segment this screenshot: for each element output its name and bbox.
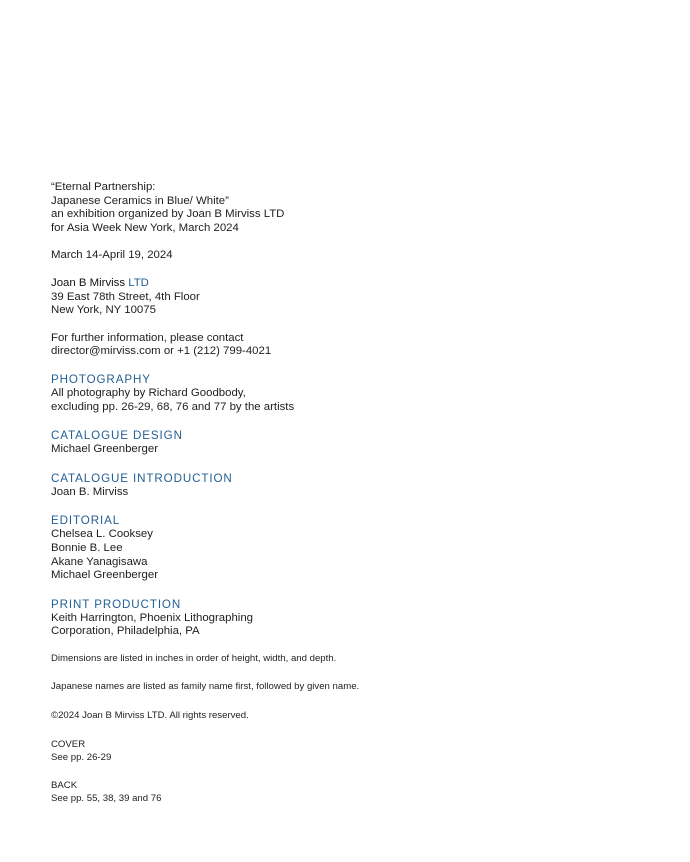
address-line: 39 East 78th Street, 4th Floor — [51, 290, 200, 303]
back-label: BACK — [51, 779, 78, 791]
cover-label: COVER — [51, 738, 86, 750]
address-line: New York, NY 10075 — [51, 304, 156, 317]
cover-credit — [51, 738, 651, 765]
exhibition-dates: March 14-April 19, 2024 — [51, 249, 173, 262]
intro-line: an exhibition organized by Joan B Mirviss LTD — [51, 208, 285, 221]
exhibition-intro — [51, 181, 651, 235]
credit-heading: PRINT PRODUCTION — [51, 597, 182, 611]
intro-line: “Eternal Partnership: — [51, 181, 156, 193]
credit-editorial — [51, 514, 651, 582]
credit-print-production — [51, 598, 651, 639]
credit-catalogue-introduction — [51, 472, 651, 500]
back-ref: See pp. 55, 38, 39 and 76 — [51, 793, 162, 805]
note-dimensions: Dimensions are listed in inches in order of height, width, and depth. — [51, 652, 337, 664]
copyright-block — [51, 709, 651, 723]
intro-line: Japanese Ceramics in Blue/ White” — [51, 194, 229, 207]
note-dimensions-block — [51, 652, 651, 666]
gallery-address — [51, 277, 651, 318]
gallery-name-suffix: LTD — [128, 276, 149, 289]
credit-heading: PHOTOGRAPHY — [51, 372, 151, 386]
contact-line: director@mirviss.com or +1 (212) 799-4021 — [51, 345, 272, 358]
credit-line: Keith Harrington, Phoenix Lithographing — [51, 611, 254, 624]
credit-line: excluding pp. 26-29, 68, 76 and 77 by the artists — [51, 400, 295, 413]
gallery-name: Joan B Mirviss — [51, 276, 126, 289]
contact-line: For further information, please contact — [51, 331, 244, 344]
credit-line: Michael Greenberger — [51, 443, 158, 456]
credit-line: Michael Greenberger — [51, 569, 158, 582]
credit-line: Chelsea L. Cooksey — [51, 528, 153, 541]
credit-heading: CATALOGUE DESIGN — [51, 429, 183, 443]
credit-heading: EDITORIAL — [51, 514, 121, 528]
note-names: Japanese names are listed as family name first, followed by given name. — [51, 681, 360, 693]
credit-line: Akane Yanagisawa — [51, 555, 148, 568]
gallery-name-line — [51, 277, 651, 291]
credit-line: All photography by Richard Goodbody, — [51, 386, 246, 399]
exhibition-dates-block — [51, 249, 651, 263]
credit-catalogue-design — [51, 429, 651, 457]
cover-ref: See pp. 26-29 — [51, 752, 112, 764]
copyright-notice: ©2024 Joan B Mirviss LTD. All rights reserved. — [51, 710, 249, 722]
credit-photography — [51, 373, 651, 414]
intro-line: for Asia Week New York, March 2024 — [51, 221, 239, 234]
colophon-page — [51, 181, 651, 806]
credit-line: Bonnie B. Lee — [51, 541, 123, 554]
note-names-block — [51, 680, 651, 694]
credit-line: Joan B. Mirviss — [51, 485, 129, 498]
back-credit — [51, 779, 651, 806]
credit-line: Corporation, Philadelphia, PA — [51, 625, 200, 638]
credit-heading: CATALOGUE INTRODUCTION — [51, 471, 233, 485]
contact-info — [51, 332, 651, 359]
